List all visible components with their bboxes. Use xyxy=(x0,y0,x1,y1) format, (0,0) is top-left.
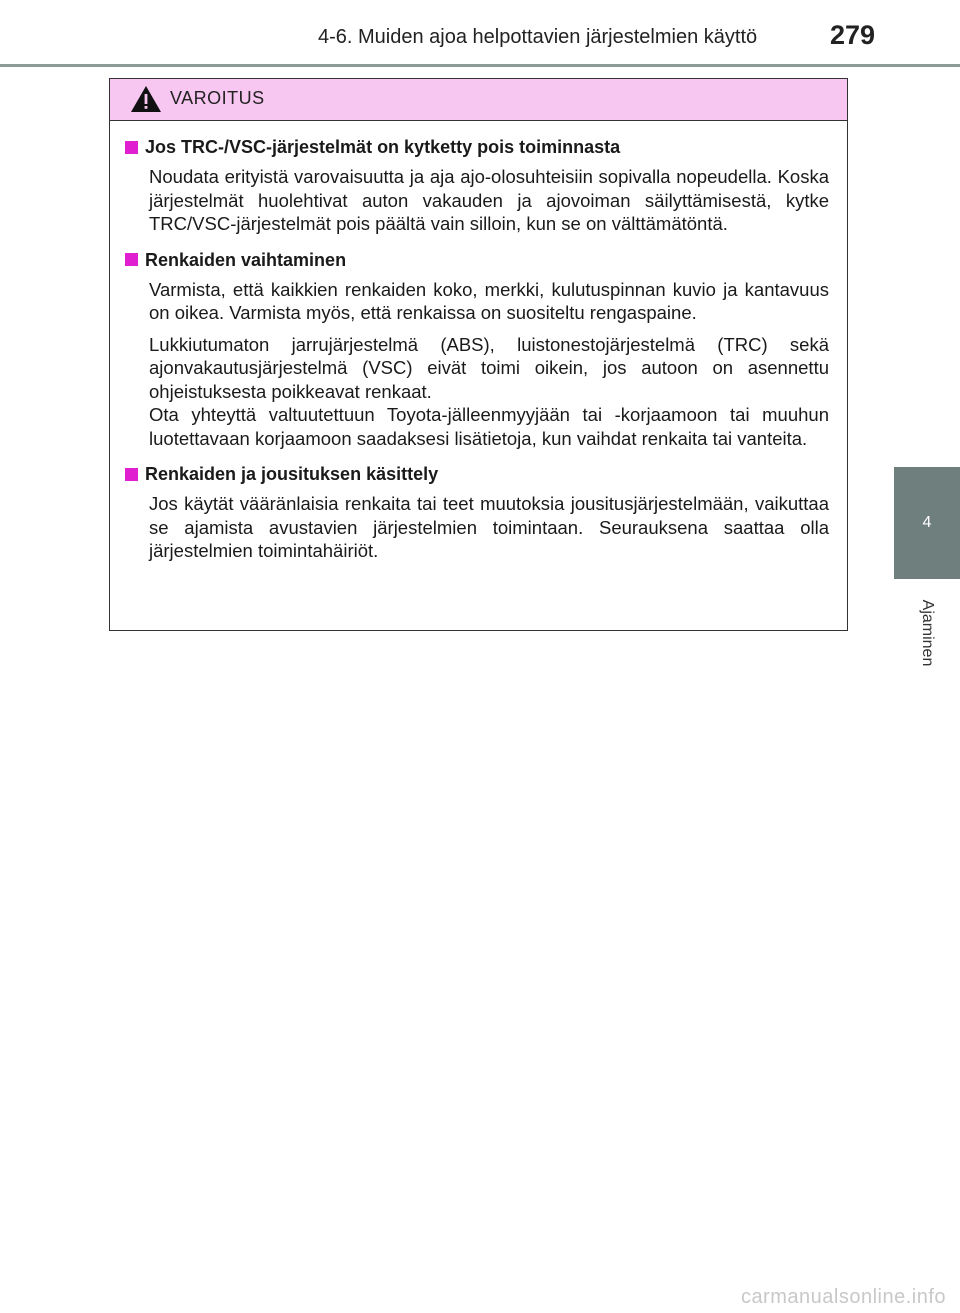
warning-box xyxy=(109,78,848,631)
page-number: 279 xyxy=(830,20,876,50)
section-heading-text: Renkaiden vaihtaminen xyxy=(145,249,347,270)
square-bullet-icon xyxy=(125,468,138,481)
square-bullet-icon xyxy=(125,253,138,266)
chapter-label-container xyxy=(894,588,960,678)
warning-section xyxy=(125,246,829,451)
warning-header xyxy=(110,79,847,121)
chapter-tab xyxy=(894,467,960,579)
warning-body xyxy=(110,121,847,563)
warning-section xyxy=(125,460,829,563)
paragraph: Ota yhteyttä valtuutettuun Toyota-jälleenmyyjään tai -korjaamoon tai muuhun luotettavaan korjaamoon saadaksesi lisätietoja, kun vaihdat renkaita tai vanteita. xyxy=(149,404,829,449)
section-heading xyxy=(125,246,829,274)
section-heading xyxy=(125,133,829,161)
warning-triangle-icon xyxy=(130,85,162,113)
paragraph: Noudata erityistä varovaisuutta ja aja ajo-olosuhteisiin sopivalla nopeudella. Koska järjestelmät huolehtivat auton vakauden ja ajovoiman säilyttämisestä, kytke TRC/VSC-järjestelmät pois päältä vain silloin, kun se on välttämätöntä. xyxy=(149,166,829,234)
section-heading xyxy=(125,460,829,488)
paragraph: Varmista, että kaikkien renkaiden koko, merkki, kulutuspinnan kuvio ja kantavuus on oikea. Varmista myös, että renkaissa on suositeltu rengaspaine. xyxy=(149,278,829,323)
paragraph: Lukkiutumaton jarrujärjestelmä (ABS), luistonestojärjestelmä (TRC) sekä ajonvakautusjärjestelmä (VSC) eivät toimi oikein, jos autoon on asennettu ohjeistuksesta poikkeavat renkaat. xyxy=(149,333,829,402)
section-heading-text: Renkaiden ja jousituksen käsittely xyxy=(145,464,439,484)
square-bullet-icon xyxy=(125,141,138,154)
chapter-label: Ajaminen xyxy=(919,599,936,667)
chapter-number: 4 xyxy=(922,514,932,531)
chapter-section-title: 4-6. Muiden ajoa helpottavien järjestelmien käyttö xyxy=(318,26,758,48)
warning-title: VAROITUS xyxy=(170,88,265,108)
paragraph: Jos käytät vääränlaisia renkaita tai teet muutoksia jousitusjärjestelmään, vaikuttaa se ajamista avustavien järjestelmien toimintaan. Seurauksena saattaa olla järjestelmien toimintahäiriöt. xyxy=(149,493,829,561)
warning-section xyxy=(125,133,829,236)
section-heading-text: Jos TRC-/VSC-järjestelmät on kytketty pois toiminnasta xyxy=(145,137,621,157)
watermark: carmanualsonline.info xyxy=(740,1286,946,1308)
header-divider xyxy=(0,64,960,67)
